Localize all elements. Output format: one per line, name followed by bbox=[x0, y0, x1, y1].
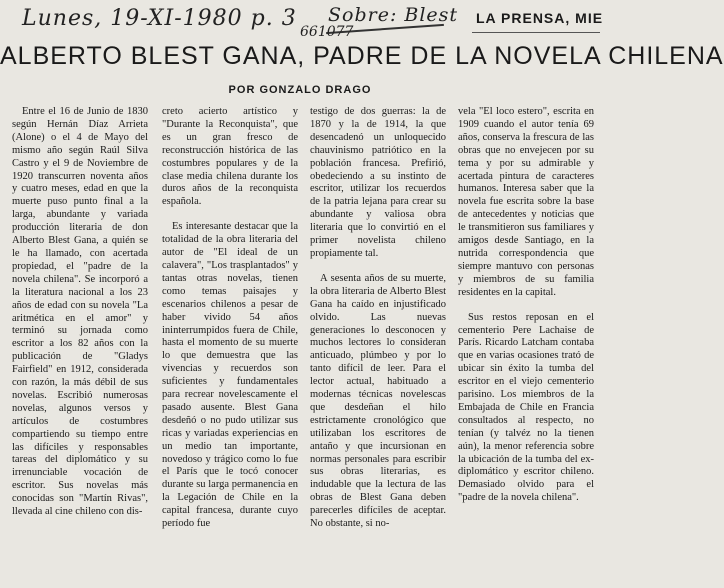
masthead-rule bbox=[472, 32, 600, 33]
article-column-1 bbox=[12, 106, 148, 584]
paragraph: Entre el 16 de Junio de 1830 según Hernán Díaz Arrieta (Alone) o el 4 de Mayo del mismo año según Raúl Silva Castro y el 9 de Noviembre de 1920 transcurren noventa años y cuatro meses, edad en que la muerte puso punto final a la larga, abundante y variada producción literaria de don Alberto Blest Gana, a quién se le ha llamado, con acertada propiedad, el "padre de la novela chilena". Se incorporó a la literatura nacional a los 23 años de edad con su novela "La aritmética en el amor" y terminó su jornada como escritor a los 82 años con la publicación de "Gladys Fairfield" en 1912, considerada con razón, la más débil de sus novelas. Escribió numerosas novelas, algunos versos y artículos de costumbres compartiendo su tiempo entre las difíciles y responsables tareas del diplomático y su irrenunciable vocación de escritor. Sus novelas más conocidas son "Martín Rivas", llevada al cine chileno con dis- bbox=[12, 106, 148, 518]
paragraph: A sesenta años de su muerte, la obra literaria de Alberto Blest Gana ha caído en injustificado olvido. Las nuevas generaciones lo desconocen y muchos lectores lo consideran anticuado, plúmbeo y por lo tanto difícil de leer. Para el lector actual, habituado a modernas técnicas novelescas que desdeñan el hilo estrictamente cronológico que utilizaban los escritores de antaño y que incursionan en normas personales para escribir sus obras literarias, es indudable que la lectura de las obras de Blest Gana deben parecerles difíciles de aceptar. No obstante, si no- bbox=[310, 272, 446, 530]
handwritten-date: Lunes, 19-XI-1980 p. 3 bbox=[22, 6, 297, 31]
article-headline: ALBERTO BLEST GANA, PADRE DE LA NOVELA CHILENA bbox=[0, 42, 724, 70]
paragraph: vela "El loco estero", escrita en 1909 cuando el autor tenía 69 años, conserva la frescura de las obras que no envejecen por su tema y por su admirable y acertada pintura de caracteres humanos. Interesa saber que la novela fue escrita sobre la base de antecedentes y noticias que le transmitieron sus familiares y amigos desde Santiago, en la nutrida correspondencia que siempre mantuvo con personas y miembros de su familia residentes en la capital. bbox=[458, 106, 594, 298]
article-column-4 bbox=[458, 106, 594, 584]
newspaper-masthead: LA PRENSA, MIE bbox=[476, 10, 604, 26]
paragraph: testigo de dos guerras: la de 1870 y la de 1914, la que desencadenó un unloquecido chauvinismo patriótico en la población francesa. Prefirió, obedeciendo a su instinto de escritor, utilizar los recuerdos de la patria lejana para crear su abundante y valiosa obra literaria que lo convirtió en el primer novelista chileno propiamente tal. bbox=[310, 106, 446, 259]
paragraph: Es interesante destacar que la totalidad de la obra literaria del autor de "El ideal de un calavera", "Los trasplantados" y tantas otras novelas, tienen como temas paisajes y escenarios chilenos a pesar de haber vivido 54 años ininterrumpidos fuera de Chile, hasta el momento de su muerte lo que demuestra que las vivencias y recuerdos son suficientes y fundamentales para recrear novelescamente el pasado ausente. Blest Gana desdeñó o no pudo utilizar sus ricas y variadas experiencias en un medio tan importante, novedoso y trágico como lo fue el París que le tocó conocer durante su larga permanencia en la Legación de Chile en la capital francesa, durante cuyo período fue bbox=[162, 221, 298, 530]
handwritten-subject: Sobre: Blest bbox=[328, 4, 459, 26]
handwritten-code: 661077 bbox=[300, 24, 354, 40]
article-column-3 bbox=[310, 106, 446, 584]
article-column-2 bbox=[162, 106, 298, 584]
paragraph: Sus restos reposan en el cementerio Pere Lachaise de París. Ricardo Latcham contaba que en varias ocasiones trató de ubicar sin éxito la tumba del escritor en el viejo cementerio parisino. Los miembros de la Embajada de Chile en Francia consultados al respecto, no tenían (y talvéz no la tienen aún), la menor referencia sobre la ubicación de la tumba del ex-diplomático y escritor chileno. Demasiado olvido para el "padre de la novela chilena". bbox=[458, 311, 594, 504]
article-byline: POR GONZALO DRAGO bbox=[228, 84, 372, 96]
paragraph: creto acierto artístico y "Durante la Reconquista", que es un gran fresco de reconstrucción histórica de las costumbres populares y de la clase media chilena durante los duros años de la reconquista española. bbox=[162, 106, 298, 208]
